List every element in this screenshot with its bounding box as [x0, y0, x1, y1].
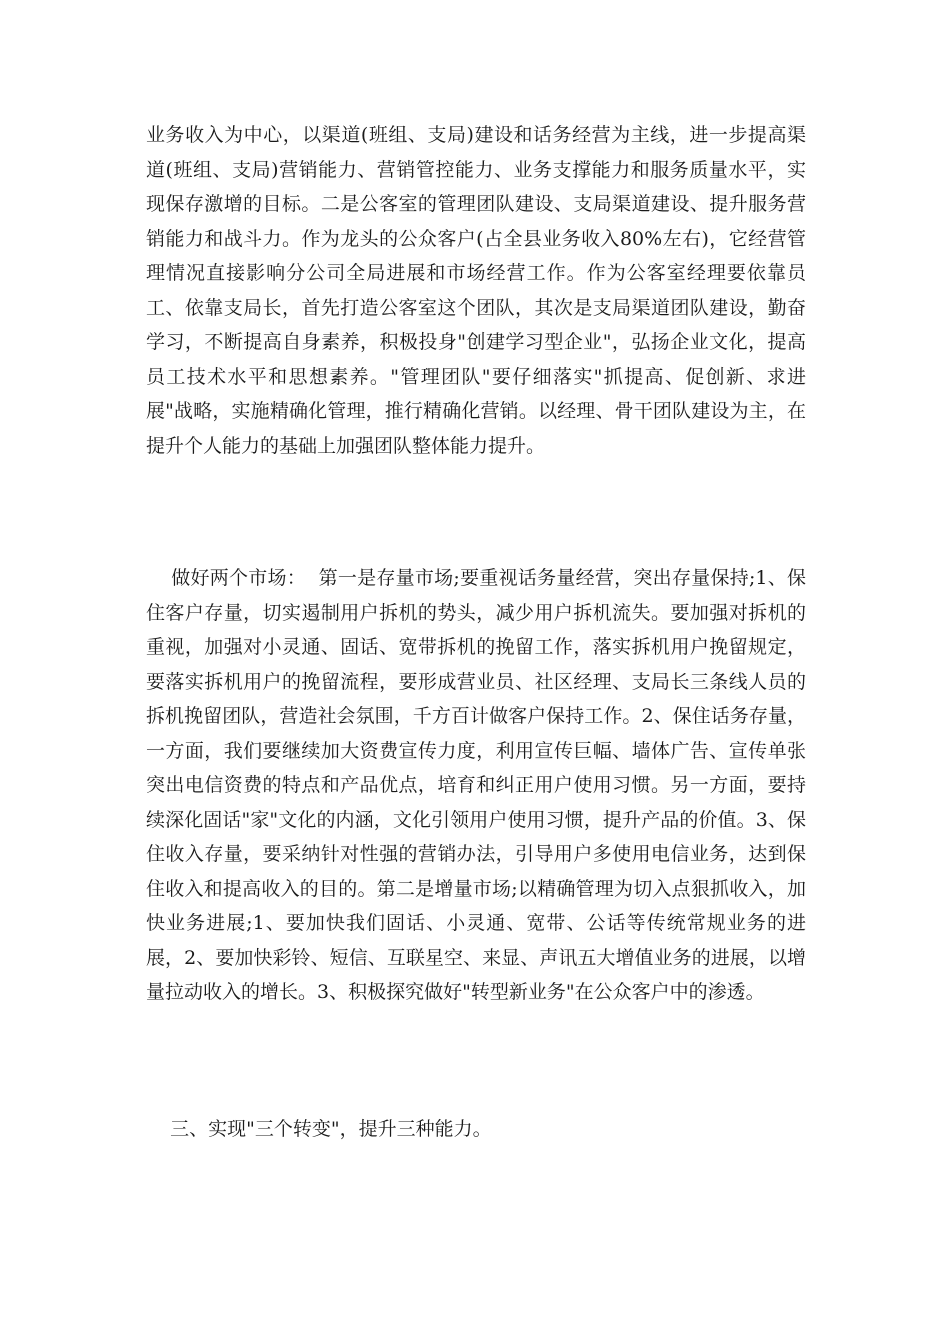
paragraph-two-markets: 做好两个市场： 第一是存量市场;要重视话务量经营，突出存量保持;1、保住客户存量，切实遏制用户拆机的势头，减少用户拆机流失。要加强对拆机的重视，加强对小灵通、固话、宽带拆机的挽留工作，落实拆机用户挽留规定，要落实拆机用户的挽留流程，要形成营业员、社区经理、支局长三条线人员的拆机挽留团队，营造社会氛围，千方百计做客户保持工作。2、保住话务存量，一方面，我们要继续加大资费宣传力度，利用宣传巨幅、墙体广告、宣传单张突出电信资费的特点和产品优点，培育和纠正用户使用习惯。另一方面，要持续深化固话"家"文化的内涵，文化引领用户使用习惯，提升产品的价值。3、保住收入存量，要采纳针对性强的营销办法，引导用户多使用电信业务，达到保住收入和提高收入的目的。第二是增量市场;以精确管理为切入点狠抓收入，加快业务进展;1、要加快我们固话、小灵通、宽带、公话等传统常规业务的进展，2、要加快彩铃、短信、互联星空、来显、声讯五大增值业务的进展，以增量拉动收入的增长。3、积极探究做好"转型新业务"在公众客户中的渗透。	[146, 567, 806, 1003]
section-heading-three-transformations: 三、实现"三个转变"，提升三种能力。	[146, 1118, 492, 1140]
paragraph-management-team: 业务收入为中心，以渠道(班组、支局)建设和话务经营为主线，进一步提高渠道(班组、支局)营销能力、营销管控能力、业务支撑能力和服务质量水平，实现保存激增的目标。二是公客室的管理团队建设、支局渠道建设、提升服务营销能力和战斗力。作为龙头的公众客户(占全县业务收入80%左右)，它经营管理情况直接影响分公司全局进展和市场经营工作。作为公客室经理要依靠员工、依靠支局长，首先打造公客室这个团队，其次是支局渠道团队建设，勤奋学习，不断提高自身素养，积极投身"创建学习型企业"，弘扬企业文化，提高员工技术水平和思想素养。"管理团队"要仔细落实"抓提高、促创新、求进展"战略，实施精确化管理，推行精确化营销。以经理、骨干团队建设为主，在提升个人能力的基础上加强团队整体能力提升。	[146, 124, 806, 457]
